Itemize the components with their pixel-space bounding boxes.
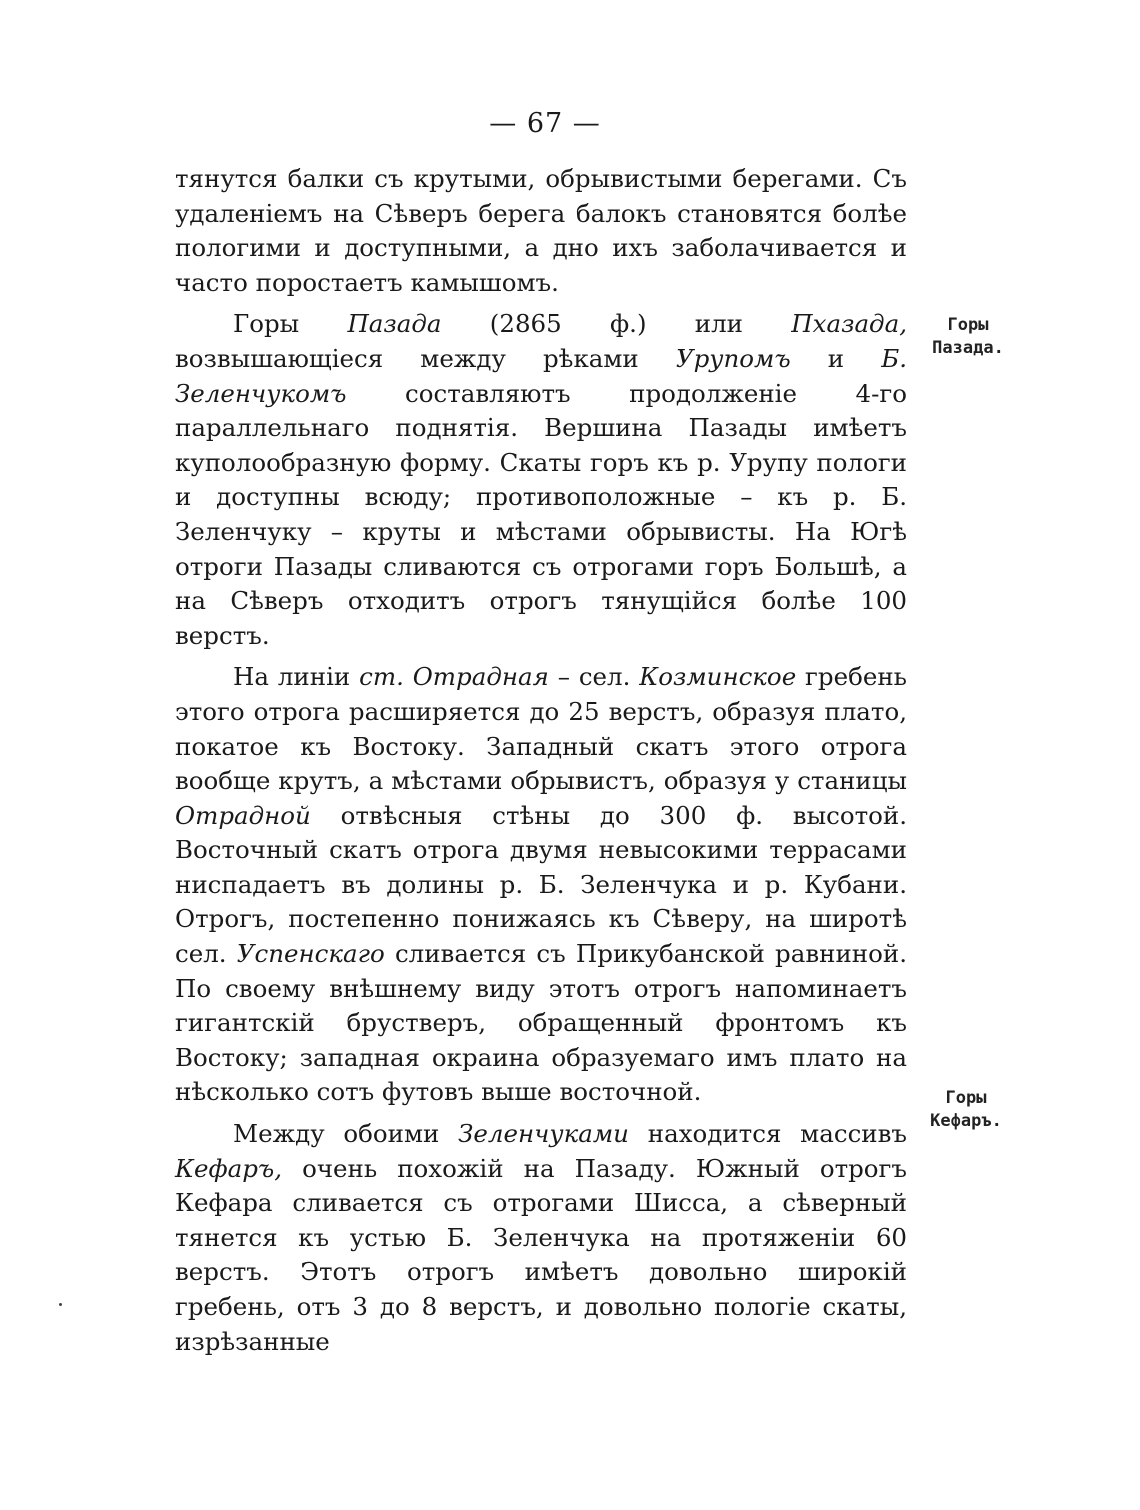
margin-note-kefar: Горы Кефаръ. bbox=[930, 1088, 1002, 1131]
paragraph-4: Между обоими Зеленчуками находится массивъ Кефаръ, очень похожій на Пазаду. Южный отрогъ Кефара сливается съ отрогами Шисса, а сѣверный тянется къ устью Б. Зеленчука на протяженіи 60 верстъ. Этотъ отрогъ имѣетъ довольно широкій гребень, отъ 3 до 8 верстъ, и довольно пологіе скаты, изрѣзанные bbox=[175, 1119, 908, 1356]
page-number: — 67 — bbox=[489, 108, 601, 139]
paragraph-3: На линіи ст. Отрадная – сел. Козминское гребень этого отрога расширяется до 25 верстъ, образуя плато, покатое къ Востоку. Западный скатъ этого отрога вообще крутъ, а мѣстами обрывистъ, образуя у станицы Отрадной отвѣсныя стѣны до 300 ф. высотой. Восточный скатъ отрога двумя невысокими террасами ниспадаетъ въ долины р. Б. Зеленчука и р. Кубани. Отрогъ, постепенно понижаясь къ Сѣверу, на широтѣ сел. Успенскаго сливается съ Прикубанской равниной. По своему внѣшнему виду этотъ отрогъ напоминаетъ гигантскій брустверъ, обращенный фронтомъ къ Востоку; западная окраина образуемаго имъ плато на нѣсколько сотъ футовъ выше восточной. bbox=[175, 662, 907, 1107]
body-text bbox=[175, 162, 907, 1366]
paragraph-1: тянутся балки съ крутыми, обрывистыми берегами. Съ удаленіемъ на Сѣверъ берега балокъ становятся болѣе пологими и доступными, а дно ихъ заболачивается и часто поростаетъ камышомъ. bbox=[175, 164, 907, 297]
margin-note-pazada: Горы Пазада. bbox=[932, 315, 1004, 358]
paragraph-2: Горы Пазада (2865 ф.) или Пхазада, возвышающіеся между рѣками Урупомъ и Б. Зеленчукомъ составляютъ продолженіе 4-го параллельнаго поднятія. Вершина Пазады имѣетъ куполообразную форму. Скаты горъ къ р. Урупу пологи и доступны всюду; противоположные – къ р. Б. Зеленчуку – круты и мѣстами обрывисты. На Югѣ отроги Пазады сливаются съ отрогами горъ Большѣ, а на Сѣверъ отходитъ отрогъ тянущійся болѣе 100 верстъ. bbox=[175, 309, 907, 650]
print-speck bbox=[59, 1303, 62, 1306]
